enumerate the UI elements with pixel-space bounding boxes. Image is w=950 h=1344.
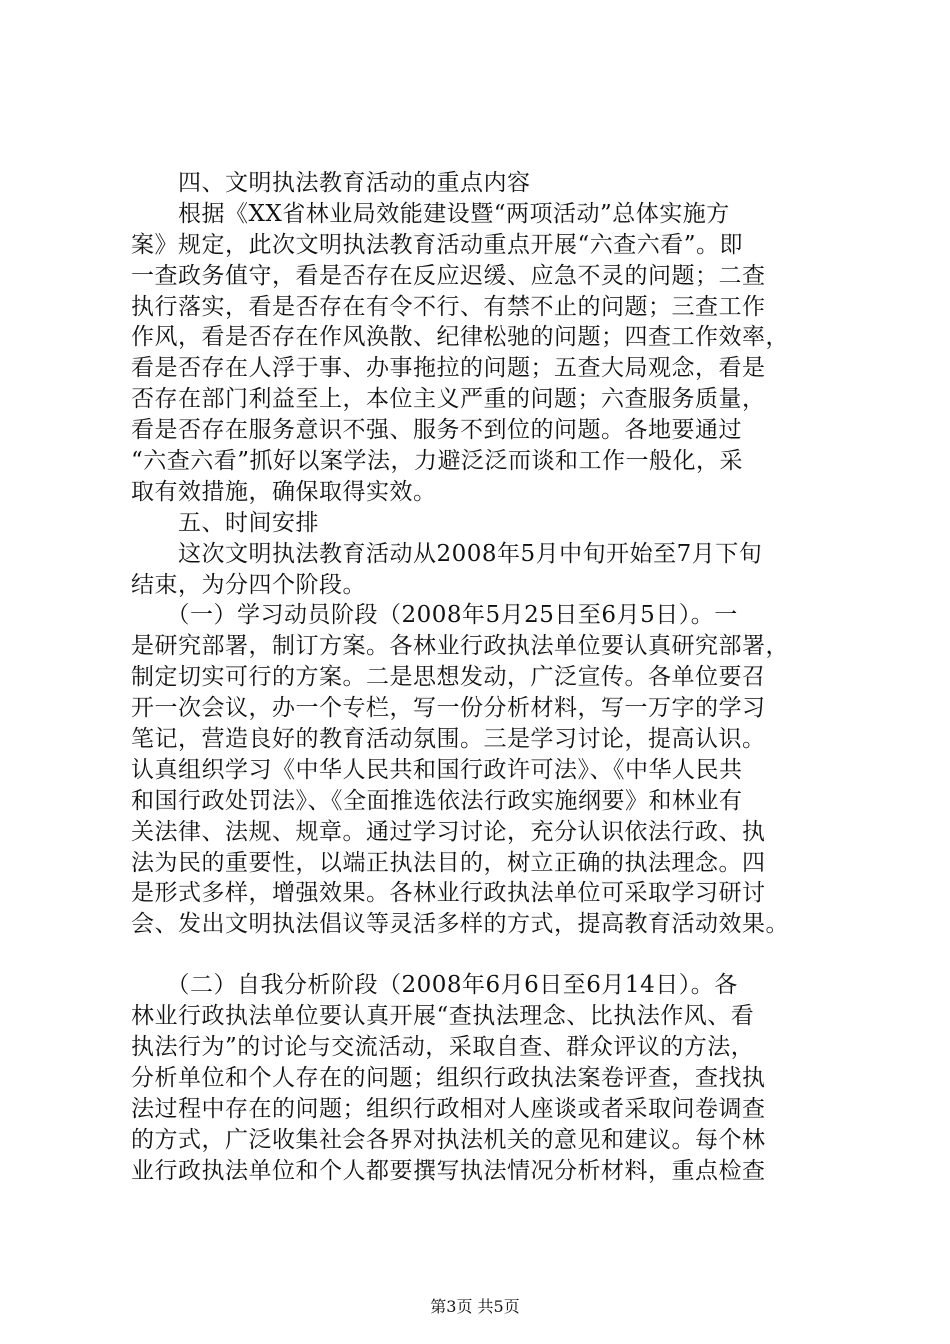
paragraph-line: 执行落实，看是否存在有令不行、有禁不止的问题；三查工作 [131, 293, 766, 320]
paragraph-line: （二）自我分析阶段（2008年6月6日至6月14日）。各 [131, 972, 738, 999]
paragraph-line: 案》规定，此次文明执法教育活动重点开展“六查六看”。即 [131, 231, 744, 258]
paragraph-line: 是形式多样，增强效果。各林业行政执法单位可采取学习研讨 [131, 880, 766, 907]
paragraph-line: 开一次会议，办一个专栏，写一份分析材料，写一万字的学习 [131, 695, 766, 722]
page-number-footer: 第3页 共5页 [430, 1297, 520, 1316]
paragraph-line: 一查政务值守，看是否存在反应迟缓、应急不灵的问题；二查 [131, 262, 766, 289]
paragraph-line: 执法行为”的讨论与交流活动，采取自查、群众评议的方法， [131, 1034, 755, 1061]
section-heading-5: 五、时间安排 [131, 509, 319, 536]
section-heading-4: 四、文明执法教育活动的重点内容 [131, 170, 531, 196]
paragraph-line: 看是否存在人浮于事、办事拖拉的问题；五查大局观念，看是 [131, 355, 766, 382]
paragraph-line: 这次文明执法教育活动从2008年5月中旬开始至7月下旬 [131, 540, 763, 567]
paragraph-line: 的方式，广泛收集社会各界对执法机关的意见和建议。每个林 [131, 1126, 766, 1153]
paragraph-line: 否存在部门利益至上，本位主义严重的问题；六查服务质量， [131, 386, 766, 413]
paragraph-line: 制定切实可行的方案。二是思想发动，广泛宣传。各单位要召 [131, 664, 766, 691]
paragraph-line: （一）学习动员阶段（2008年5月25日至6月5日）。一 [131, 602, 738, 629]
paragraph-line: 业行政执法单位和个人都要撰写执法情况分析材料，重点检查 [131, 1157, 766, 1184]
paragraph-spacer [131, 940, 831, 970]
paragraph-line: 是研究部署，制订方案。各林业行政执法单位要认真研究部署， [131, 633, 789, 660]
paragraph-line: 认真组织学习《中华人民共和国行政许可法》、《中华人民共 [131, 756, 743, 783]
paragraph-line: 法为民的重要性，以端正执法目的，树立正确的执法理念。四 [131, 849, 766, 876]
paragraph-line: 林业行政执法单位要认真开展“查执法理念、比执法作风、看 [131, 1003, 755, 1030]
paragraph-line: 分析单位和个人存在的问题；组织行政执法案卷评查，查找执 [131, 1064, 766, 1091]
paragraph-line: 会、发出文明执法倡议等灵活多样的方式，提高教育活动效果。 [131, 911, 789, 938]
paragraph-line: 根据《XX省林业局效能建设暨“两项活动”总体实施方 [131, 200, 730, 227]
paragraph-line: 和国行政处罚法》、《全面推选依法行政实施纲要》和林业有 [131, 787, 743, 814]
paragraph-line: 结束，为分四个阶段。 [131, 571, 366, 598]
paragraph-line: 看是否存在服务意识不强、服务不到位的问题。各地要通过 [131, 417, 742, 444]
paragraph-line: 取有效措施，确保取得实效。 [131, 478, 437, 505]
document-body [131, 168, 831, 1187]
paragraph-line: “六查六看”抓好以案学法，力避泛泛而谈和工作一般化，采 [131, 448, 744, 475]
paragraph-line: 笔记，营造良好的教育活动氛围。三是学习讨论，提高认识。 [131, 726, 766, 753]
paragraph-line: 作风，看是否存在作风涣散、纪律松驰的问题；四查工作效率， [131, 324, 789, 351]
paragraph-line: 法过程中存在的问题；组织行政相对人座谈或者采取问卷调查 [131, 1095, 766, 1122]
paragraph-line: 关法律、法规、规章。通过学习讨论，充分认识依法行政、执 [131, 818, 766, 845]
